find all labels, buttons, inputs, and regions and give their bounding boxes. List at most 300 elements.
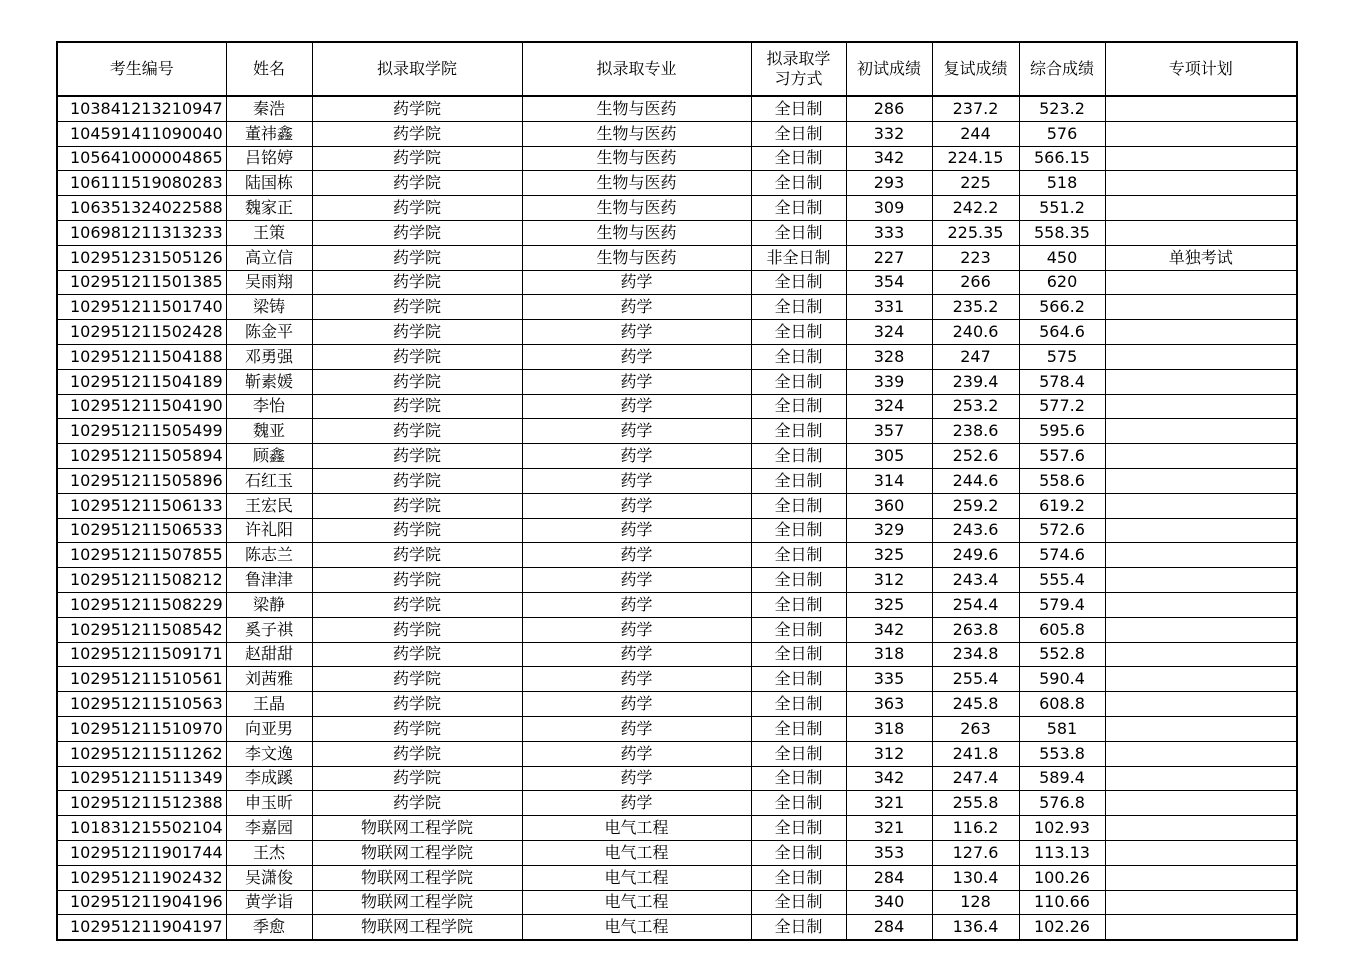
initial-score-cell: 354 xyxy=(846,270,932,295)
table-row xyxy=(57,394,1297,419)
table-row xyxy=(57,617,1297,642)
initial-score-cell: 227 xyxy=(846,245,932,270)
table-row xyxy=(57,493,1297,518)
total-score-cell: 619.2 xyxy=(1019,493,1105,518)
study-mode-cell: 全日制 xyxy=(751,716,846,741)
candidate-id-cell: 101831215502104 xyxy=(57,816,226,841)
study-mode-cell: 全日制 xyxy=(751,146,846,171)
table-row xyxy=(57,816,1297,841)
name-cell: 鲁津津 xyxy=(226,568,312,593)
major-cell: 药学 xyxy=(522,543,751,568)
candidate-id-cell: 102951211504190 xyxy=(57,394,226,419)
initial-score-cell: 312 xyxy=(846,568,932,593)
special-plan-cell xyxy=(1105,295,1297,320)
major-cell: 电气工程 xyxy=(522,865,751,890)
college-cell: 药学院 xyxy=(312,270,522,295)
study-mode-cell: 全日制 xyxy=(751,592,846,617)
total-score-cell: 102.93 xyxy=(1019,816,1105,841)
table-row xyxy=(57,592,1297,617)
special-plan-cell xyxy=(1105,915,1297,940)
study-mode-cell: 全日制 xyxy=(751,890,846,915)
initial-score-cell: 305 xyxy=(846,444,932,469)
major-cell: 生物与医药 xyxy=(522,220,751,245)
name-cell: 向亚男 xyxy=(226,716,312,741)
name-cell: 魏亚 xyxy=(226,419,312,444)
retest-score-cell: 234.8 xyxy=(932,642,1019,667)
college-cell: 药学院 xyxy=(312,121,522,146)
special-plan-cell xyxy=(1105,444,1297,469)
retest-score-cell: 243.4 xyxy=(932,568,1019,593)
study-mode-cell: 全日制 xyxy=(751,642,846,667)
name-cell: 季愈 xyxy=(226,915,312,940)
name-cell: 吴雨翔 xyxy=(226,270,312,295)
name-cell: 魏家正 xyxy=(226,196,312,221)
total-score-cell: 589.4 xyxy=(1019,766,1105,791)
initial-score-cell: 357 xyxy=(846,419,932,444)
table-row xyxy=(57,295,1297,320)
candidate-id-cell: 102951211502428 xyxy=(57,320,226,345)
total-score-cell: 578.4 xyxy=(1019,369,1105,394)
name-cell: 王杰 xyxy=(226,840,312,865)
major-cell: 药学 xyxy=(522,766,751,791)
special-plan-cell xyxy=(1105,865,1297,890)
total-score-cell: 558.35 xyxy=(1019,220,1105,245)
total-score-cell: 553.8 xyxy=(1019,741,1105,766)
study-mode-cell: 全日制 xyxy=(751,865,846,890)
college-cell: 药学院 xyxy=(312,96,522,121)
candidate-id-cell: 102951211507855 xyxy=(57,543,226,568)
major-cell: 药学 xyxy=(522,568,751,593)
retest-score-cell: 243.6 xyxy=(932,518,1019,543)
study-mode-cell: 全日制 xyxy=(751,816,846,841)
name-cell: 陈金平 xyxy=(226,320,312,345)
total-score-cell: 552.8 xyxy=(1019,642,1105,667)
college-cell: 药学院 xyxy=(312,493,522,518)
study-mode-cell: 全日制 xyxy=(751,220,846,245)
table-row xyxy=(57,568,1297,593)
total-score-cell: 518 xyxy=(1019,171,1105,196)
retest-score-cell: 244.6 xyxy=(932,468,1019,493)
header-retest-score: 复试成绩 xyxy=(932,42,1019,96)
header-special-plan: 专项计划 xyxy=(1105,42,1297,96)
table-row xyxy=(57,245,1297,270)
study-mode-cell: 全日制 xyxy=(751,518,846,543)
table-row xyxy=(57,270,1297,295)
college-cell: 药学院 xyxy=(312,543,522,568)
total-score-cell: 576.8 xyxy=(1019,791,1105,816)
initial-score-cell: 309 xyxy=(846,196,932,221)
table-row xyxy=(57,369,1297,394)
candidate-id-cell: 104591411090040 xyxy=(57,121,226,146)
major-cell: 药学 xyxy=(522,468,751,493)
study-mode-cell: 全日制 xyxy=(751,493,846,518)
special-plan-cell xyxy=(1105,320,1297,345)
college-cell: 药学院 xyxy=(312,295,522,320)
name-cell: 黄学诣 xyxy=(226,890,312,915)
initial-score-cell: 321 xyxy=(846,816,932,841)
major-cell: 药学 xyxy=(522,344,751,369)
table-row xyxy=(57,444,1297,469)
candidate-id-cell: 106351324022588 xyxy=(57,196,226,221)
college-cell: 药学院 xyxy=(312,444,522,469)
candidate-id-cell: 102951211504188 xyxy=(57,344,226,369)
candidate-id-cell: 102951211904196 xyxy=(57,890,226,915)
candidate-id-cell: 102951211510563 xyxy=(57,692,226,717)
candidate-id-cell: 102951211505894 xyxy=(57,444,226,469)
major-cell: 药学 xyxy=(522,716,751,741)
retest-score-cell: 237.2 xyxy=(932,96,1019,121)
candidate-id-cell: 102951211505499 xyxy=(57,419,226,444)
college-cell: 药学院 xyxy=(312,146,522,171)
name-cell: 李成蹊 xyxy=(226,766,312,791)
college-cell: 物联网工程学院 xyxy=(312,890,522,915)
total-score-cell: 581 xyxy=(1019,716,1105,741)
table-body xyxy=(57,96,1297,940)
major-cell: 生物与医药 xyxy=(522,96,751,121)
name-cell: 秦浩 xyxy=(226,96,312,121)
candidate-id-cell: 105641000004865 xyxy=(57,146,226,171)
study-mode-cell: 全日制 xyxy=(751,171,846,196)
retest-score-cell: 259.2 xyxy=(932,493,1019,518)
study-mode-cell: 全日制 xyxy=(751,667,846,692)
retest-score-cell: 241.8 xyxy=(932,741,1019,766)
special-plan-cell xyxy=(1105,518,1297,543)
college-cell: 药学院 xyxy=(312,766,522,791)
major-cell: 生物与医药 xyxy=(522,171,751,196)
initial-score-cell: 314 xyxy=(846,468,932,493)
major-cell: 药学 xyxy=(522,270,751,295)
name-cell: 许礼阳 xyxy=(226,518,312,543)
name-cell: 申玉昕 xyxy=(226,791,312,816)
retest-score-cell: 235.2 xyxy=(932,295,1019,320)
initial-score-cell: 325 xyxy=(846,543,932,568)
college-cell: 药学院 xyxy=(312,518,522,543)
special-plan-cell xyxy=(1105,468,1297,493)
retest-score-cell: 128 xyxy=(932,890,1019,915)
initial-score-cell: 324 xyxy=(846,394,932,419)
study-mode-cell: 全日制 xyxy=(751,196,846,221)
special-plan-cell xyxy=(1105,171,1297,196)
total-score-cell: 605.8 xyxy=(1019,617,1105,642)
retest-score-cell: 255.4 xyxy=(932,667,1019,692)
special-plan-cell xyxy=(1105,890,1297,915)
retest-score-cell: 223 xyxy=(932,245,1019,270)
initial-score-cell: 312 xyxy=(846,741,932,766)
study-mode-cell: 全日制 xyxy=(751,468,846,493)
study-mode-cell: 全日制 xyxy=(751,617,846,642)
candidate-id-cell: 103841213210947 xyxy=(57,96,226,121)
special-plan-cell xyxy=(1105,766,1297,791)
candidate-id-cell: 102951211508212 xyxy=(57,568,226,593)
total-score-cell: 100.26 xyxy=(1019,865,1105,890)
initial-score-cell: 321 xyxy=(846,791,932,816)
candidate-id-cell: 102951211506133 xyxy=(57,493,226,518)
college-cell: 药学院 xyxy=(312,196,522,221)
college-cell: 药学院 xyxy=(312,419,522,444)
study-mode-cell: 全日制 xyxy=(751,568,846,593)
total-score-cell: 579.4 xyxy=(1019,592,1105,617)
major-cell: 生物与医药 xyxy=(522,121,751,146)
table-row xyxy=(57,741,1297,766)
initial-score-cell: 284 xyxy=(846,865,932,890)
college-cell: 药学院 xyxy=(312,220,522,245)
major-cell: 药学 xyxy=(522,741,751,766)
total-score-cell: 450 xyxy=(1019,245,1105,270)
college-cell: 物联网工程学院 xyxy=(312,915,522,940)
study-mode-cell: 全日制 xyxy=(751,543,846,568)
special-plan-cell xyxy=(1105,741,1297,766)
table-row xyxy=(57,642,1297,667)
candidate-id-cell: 102951211505896 xyxy=(57,468,226,493)
retest-score-cell: 266 xyxy=(932,270,1019,295)
total-score-cell: 566.2 xyxy=(1019,295,1105,320)
special-plan-cell xyxy=(1105,667,1297,692)
header-total-score: 综合成绩 xyxy=(1019,42,1105,96)
name-cell: 吴潇俊 xyxy=(226,865,312,890)
total-score-cell: 574.6 xyxy=(1019,543,1105,568)
retest-score-cell: 254.4 xyxy=(932,592,1019,617)
total-score-cell: 110.66 xyxy=(1019,890,1105,915)
special-plan-cell xyxy=(1105,270,1297,295)
college-cell: 物联网工程学院 xyxy=(312,816,522,841)
special-plan-cell: 单独考试 xyxy=(1105,245,1297,270)
table-row xyxy=(57,915,1297,940)
table-row xyxy=(57,890,1297,915)
study-mode-cell: 全日制 xyxy=(751,96,846,121)
special-plan-cell xyxy=(1105,617,1297,642)
special-plan-cell xyxy=(1105,220,1297,245)
initial-score-cell: 340 xyxy=(846,890,932,915)
retest-score-cell: 247.4 xyxy=(932,766,1019,791)
study-mode-cell: 全日制 xyxy=(751,270,846,295)
total-score-cell: 558.6 xyxy=(1019,468,1105,493)
special-plan-cell xyxy=(1105,344,1297,369)
table-row xyxy=(57,220,1297,245)
special-plan-cell xyxy=(1105,493,1297,518)
major-cell: 药学 xyxy=(522,692,751,717)
retest-score-cell: 252.6 xyxy=(932,444,1019,469)
retest-score-cell: 225 xyxy=(932,171,1019,196)
total-score-cell: 564.6 xyxy=(1019,320,1105,345)
name-cell: 陆国栋 xyxy=(226,171,312,196)
college-cell: 药学院 xyxy=(312,667,522,692)
major-cell: 药学 xyxy=(522,617,751,642)
special-plan-cell xyxy=(1105,196,1297,221)
initial-score-cell: 328 xyxy=(846,344,932,369)
initial-score-cell: 353 xyxy=(846,840,932,865)
name-cell: 赵甜甜 xyxy=(226,642,312,667)
college-cell: 药学院 xyxy=(312,617,522,642)
table-row xyxy=(57,543,1297,568)
candidate-id-cell: 102951211504189 xyxy=(57,369,226,394)
major-cell: 电气工程 xyxy=(522,890,751,915)
initial-score-cell: 325 xyxy=(846,592,932,617)
major-cell: 药学 xyxy=(522,419,751,444)
candidate-id-cell: 102951211509171 xyxy=(57,642,226,667)
study-mode-cell: 全日制 xyxy=(751,915,846,940)
initial-score-cell: 342 xyxy=(846,766,932,791)
retest-score-cell: 116.2 xyxy=(932,816,1019,841)
initial-score-cell: 318 xyxy=(846,716,932,741)
candidate-id-cell: 102951211506533 xyxy=(57,518,226,543)
major-cell: 电气工程 xyxy=(522,816,751,841)
name-cell: 李嘉园 xyxy=(226,816,312,841)
initial-score-cell: 324 xyxy=(846,320,932,345)
candidate-id-cell: 102951211501385 xyxy=(57,270,226,295)
major-cell: 电气工程 xyxy=(522,840,751,865)
initial-score-cell: 342 xyxy=(846,617,932,642)
college-cell: 药学院 xyxy=(312,245,522,270)
major-cell: 电气工程 xyxy=(522,915,751,940)
table-row xyxy=(57,171,1297,196)
study-mode-cell: 全日制 xyxy=(751,741,846,766)
candidate-id-cell: 102951211511262 xyxy=(57,741,226,766)
study-mode-cell: 非全日制 xyxy=(751,245,846,270)
retest-score-cell: 247 xyxy=(932,344,1019,369)
major-cell: 药学 xyxy=(522,592,751,617)
name-cell: 刘茜雅 xyxy=(226,667,312,692)
table-row xyxy=(57,419,1297,444)
initial-score-cell: 329 xyxy=(846,518,932,543)
name-cell: 王策 xyxy=(226,220,312,245)
initial-score-cell: 284 xyxy=(846,915,932,940)
total-score-cell: 102.26 xyxy=(1019,915,1105,940)
major-cell: 药学 xyxy=(522,320,751,345)
study-mode-cell: 全日制 xyxy=(751,419,846,444)
header-college: 拟录取学院 xyxy=(312,42,522,96)
major-cell: 药学 xyxy=(522,642,751,667)
candidate-id-cell: 102951211510970 xyxy=(57,716,226,741)
special-plan-cell xyxy=(1105,592,1297,617)
total-score-cell: 577.2 xyxy=(1019,394,1105,419)
total-score-cell: 608.8 xyxy=(1019,692,1105,717)
candidate-id-cell: 102951211512388 xyxy=(57,791,226,816)
special-plan-cell xyxy=(1105,121,1297,146)
major-cell: 药学 xyxy=(522,791,751,816)
college-cell: 药学院 xyxy=(312,344,522,369)
initial-score-cell: 363 xyxy=(846,692,932,717)
college-cell: 药学院 xyxy=(312,320,522,345)
table-row xyxy=(57,791,1297,816)
total-score-cell: 575 xyxy=(1019,344,1105,369)
name-cell: 石红玉 xyxy=(226,468,312,493)
table-row xyxy=(57,692,1297,717)
candidate-id-cell: 102951211508229 xyxy=(57,592,226,617)
name-cell: 王宏民 xyxy=(226,493,312,518)
study-mode-cell: 全日制 xyxy=(751,344,846,369)
header-study-mode: 拟录取学习方式 xyxy=(751,42,846,96)
retest-score-cell: 244 xyxy=(932,121,1019,146)
total-score-cell: 566.15 xyxy=(1019,146,1105,171)
table-row xyxy=(57,518,1297,543)
header-candidate-id: 考生编号 xyxy=(57,42,226,96)
name-cell: 吕铭婷 xyxy=(226,146,312,171)
study-mode-cell: 全日制 xyxy=(751,394,846,419)
table-row xyxy=(57,667,1297,692)
special-plan-cell xyxy=(1105,840,1297,865)
college-cell: 药学院 xyxy=(312,716,522,741)
retest-score-cell: 263.8 xyxy=(932,617,1019,642)
candidate-id-cell: 102951211501740 xyxy=(57,295,226,320)
retest-score-cell: 255.8 xyxy=(932,791,1019,816)
total-score-cell: 523.2 xyxy=(1019,96,1105,121)
candidate-id-cell: 102951211510561 xyxy=(57,667,226,692)
retest-score-cell: 225.35 xyxy=(932,220,1019,245)
major-cell: 生物与医药 xyxy=(522,245,751,270)
major-cell: 生物与医药 xyxy=(522,146,751,171)
special-plan-cell xyxy=(1105,394,1297,419)
name-cell: 奚子祺 xyxy=(226,617,312,642)
name-cell: 高立信 xyxy=(226,245,312,270)
retest-score-cell: 263 xyxy=(932,716,1019,741)
retest-score-cell: 239.4 xyxy=(932,369,1019,394)
table-row xyxy=(57,840,1297,865)
admission-table xyxy=(56,41,1298,941)
name-cell: 董祎鑫 xyxy=(226,121,312,146)
candidate-id-cell: 102951231505126 xyxy=(57,245,226,270)
retest-score-cell: 238.6 xyxy=(932,419,1019,444)
special-plan-cell xyxy=(1105,419,1297,444)
total-score-cell: 555.4 xyxy=(1019,568,1105,593)
initial-score-cell: 339 xyxy=(846,369,932,394)
study-mode-cell: 全日制 xyxy=(751,791,846,816)
candidate-id-cell: 102951211904197 xyxy=(57,915,226,940)
special-plan-cell xyxy=(1105,716,1297,741)
college-cell: 药学院 xyxy=(312,394,522,419)
special-plan-cell xyxy=(1105,692,1297,717)
name-cell: 梁铸 xyxy=(226,295,312,320)
table-row xyxy=(57,766,1297,791)
major-cell: 药学 xyxy=(522,518,751,543)
total-score-cell: 595.6 xyxy=(1019,419,1105,444)
retest-score-cell: 242.2 xyxy=(932,196,1019,221)
major-cell: 药学 xyxy=(522,493,751,518)
initial-score-cell: 318 xyxy=(846,642,932,667)
special-plan-cell xyxy=(1105,642,1297,667)
header-initial-score: 初试成绩 xyxy=(846,42,932,96)
college-cell: 药学院 xyxy=(312,592,522,617)
college-cell: 药学院 xyxy=(312,568,522,593)
special-plan-cell xyxy=(1105,816,1297,841)
retest-score-cell: 127.6 xyxy=(932,840,1019,865)
total-score-cell: 557.6 xyxy=(1019,444,1105,469)
initial-score-cell: 332 xyxy=(846,121,932,146)
total-score-cell: 551.2 xyxy=(1019,196,1105,221)
candidate-id-cell: 102951211902432 xyxy=(57,865,226,890)
header-major: 拟录取专业 xyxy=(522,42,751,96)
major-cell: 药学 xyxy=(522,667,751,692)
name-cell: 王晶 xyxy=(226,692,312,717)
study-mode-cell: 全日制 xyxy=(751,766,846,791)
major-cell: 药学 xyxy=(522,394,751,419)
retest-score-cell: 136.4 xyxy=(932,915,1019,940)
college-cell: 药学院 xyxy=(312,171,522,196)
name-cell: 邓勇强 xyxy=(226,344,312,369)
special-plan-cell xyxy=(1105,568,1297,593)
college-cell: 药学院 xyxy=(312,741,522,766)
college-cell: 物联网工程学院 xyxy=(312,840,522,865)
study-mode-cell: 全日制 xyxy=(751,121,846,146)
retest-score-cell: 240.6 xyxy=(932,320,1019,345)
candidate-id-cell: 102951211511349 xyxy=(57,766,226,791)
table-row xyxy=(57,96,1297,121)
table-row xyxy=(57,865,1297,890)
total-score-cell: 576 xyxy=(1019,121,1105,146)
total-score-cell: 113.13 xyxy=(1019,840,1105,865)
study-mode-cell: 全日制 xyxy=(751,320,846,345)
retest-score-cell: 253.2 xyxy=(932,394,1019,419)
initial-score-cell: 286 xyxy=(846,96,932,121)
